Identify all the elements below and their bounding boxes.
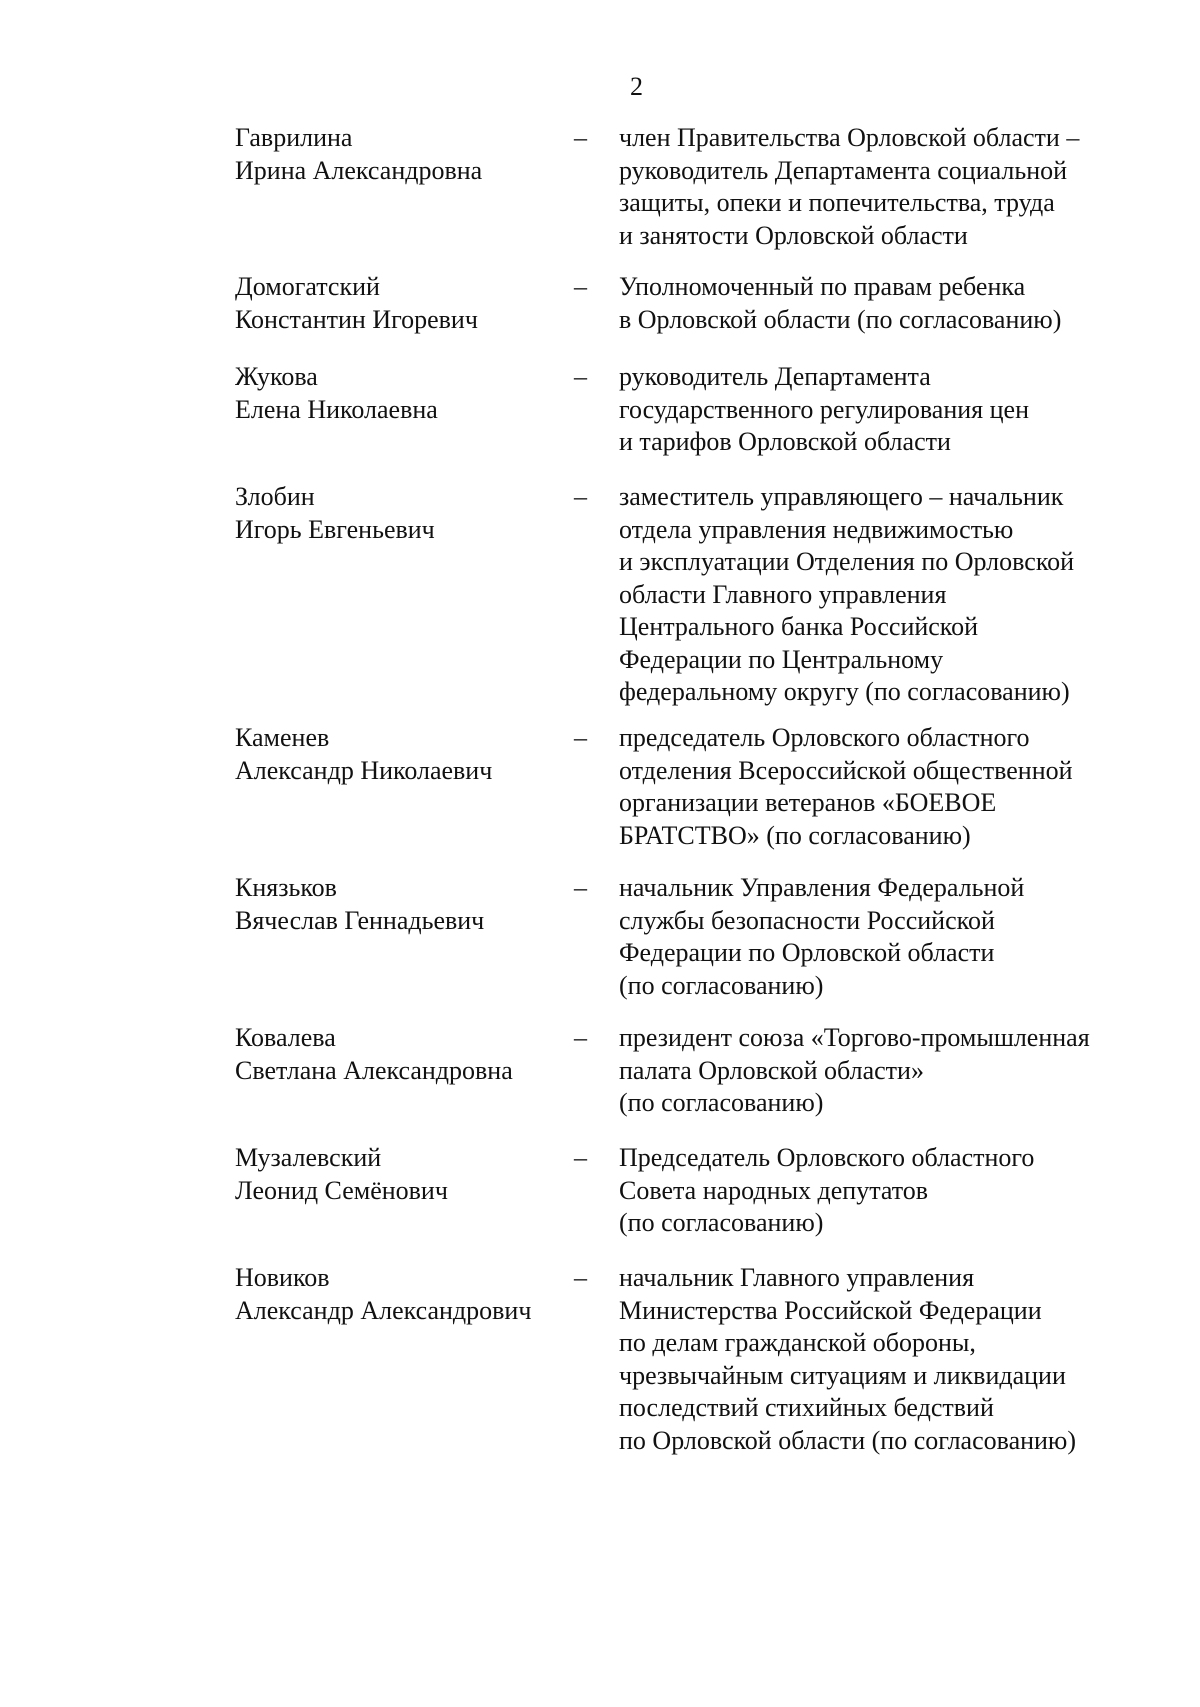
member-given-names: Вячеслав Геннадьевич (235, 905, 485, 935)
member-surname: Музалевский (235, 1143, 382, 1172)
member-surname: Домогатский (235, 272, 380, 301)
role-line: заместитель управляющего – начальник (619, 482, 1064, 511)
role-line: области Главного управления (619, 579, 947, 609)
member-surname: Новиков (235, 1263, 330, 1292)
member-given-names: Леонид Семёнович (235, 1175, 448, 1205)
member-name (235, 1262, 575, 1327)
role-line: Центрального банка Российской (619, 612, 979, 641)
member-name (235, 481, 575, 546)
dash-separator: – (574, 123, 587, 152)
role-line: (по согласованию) (619, 970, 824, 1000)
dash-separator: – (574, 1143, 587, 1172)
member-given-names: Александр Николаевич (235, 755, 493, 785)
member-role (619, 722, 1179, 852)
member-given-names: Елена Николаевна (235, 394, 438, 424)
member-surname: Ковалева (235, 1023, 336, 1052)
role-line: по делам гражданской обороны, (619, 1328, 976, 1357)
member-entry (235, 122, 1165, 250)
role-line: и занятости Орловской области (619, 220, 968, 250)
member-name (235, 361, 575, 426)
dash-separator: – (574, 1263, 587, 1292)
role-line: Совета народных депутатов (619, 1175, 929, 1205)
member-entry (235, 1022, 1165, 1117)
member-surname: Гаврилина (235, 123, 353, 152)
role-line: Уполномоченный по правам ребенка (619, 272, 1026, 301)
dash-separator: – (574, 723, 587, 752)
member-given-names: Ирина Александровна (235, 155, 483, 185)
role-line: Министерства Российской Федерации (619, 1295, 1042, 1325)
member-entry (235, 722, 1165, 850)
role-line: и тарифов Орловской области (619, 427, 951, 456)
member-entry (235, 872, 1165, 1000)
role-line: Федерации по Центральному (619, 644, 944, 674)
member-surname: Князьков (235, 873, 337, 902)
role-line: начальник Главного управления (619, 1263, 975, 1292)
role-line: по Орловской области (по согласованию) (619, 1425, 1077, 1455)
role-line: палата Орловской области» (619, 1055, 924, 1085)
role-line: руководитель Департамента (619, 362, 931, 391)
member-role (619, 481, 1179, 709)
page-number: 2 (630, 72, 643, 101)
member-name (235, 1022, 575, 1087)
member-entry (235, 271, 1165, 336)
role-line: защиты, опеки и попечительства, труда (619, 188, 1055, 217)
member-given-names: Александр Александрович (235, 1295, 532, 1325)
role-line: чрезвычайным ситуациям и ликвидации (619, 1360, 1066, 1390)
role-line: Председатель Орловского областного (619, 1143, 1035, 1172)
member-given-names: Игорь Евгеньевич (235, 514, 435, 544)
role-line: Федерации по Орловской области (619, 938, 995, 967)
role-line: БРАТСТВО» (по согласованию) (619, 820, 971, 850)
member-role (619, 271, 1179, 336)
member-surname: Жукова (235, 362, 318, 391)
member-role (619, 361, 1179, 459)
role-line: последствий стихийных бедствий (619, 1393, 994, 1422)
role-line: и эксплуатации Отделения по Орловской (619, 547, 1075, 576)
role-line: председатель Орловского областного (619, 723, 1030, 752)
member-surname: Злобин (235, 482, 315, 511)
member-entry (235, 481, 1165, 706)
role-line: организации ветеранов «БОЕВОЕ (619, 788, 997, 817)
member-given-names: Константин Игоревич (235, 304, 478, 334)
member-surname: Каменев (235, 723, 330, 752)
member-entry (235, 1142, 1165, 1237)
role-line: член Правительства Орловской области – (619, 123, 1080, 152)
member-entry (235, 1262, 1165, 1455)
role-line: (по согласованию) (619, 1208, 824, 1237)
role-line: президент союза «Торгово-промышленная (619, 1023, 1090, 1052)
member-role (619, 1022, 1179, 1120)
dash-separator: – (574, 873, 587, 902)
role-line: в Орловской области (по согласованию) (619, 304, 1062, 334)
role-line: руководитель Департамента социальной (619, 155, 1068, 185)
role-line: (по согласованию) (619, 1088, 824, 1117)
member-name (235, 1142, 575, 1207)
member-name (235, 722, 575, 787)
role-line: федеральному округу (по согласованию) (619, 677, 1070, 706)
dash-separator: – (574, 1023, 587, 1052)
member-role (619, 1142, 1179, 1240)
role-line: отделения Всероссийской общественной (619, 755, 1073, 785)
dash-separator: – (574, 362, 587, 391)
member-role (619, 872, 1179, 1002)
member-name (235, 271, 575, 336)
role-line: службы безопасности Российской (619, 905, 995, 935)
member-role (619, 1262, 1179, 1457)
member-name (235, 872, 575, 937)
member-role (619, 122, 1179, 252)
dash-separator: – (574, 272, 587, 301)
role-line: начальник Управления Федеральной (619, 873, 1025, 902)
member-given-names: Светлана Александровна (235, 1055, 513, 1085)
dash-separator: – (574, 482, 587, 511)
role-line: отдела управления недвижимостью (619, 514, 1014, 544)
role-line: государственного регулирования цен (619, 394, 1029, 424)
member-name (235, 122, 575, 187)
member-entry (235, 361, 1165, 456)
